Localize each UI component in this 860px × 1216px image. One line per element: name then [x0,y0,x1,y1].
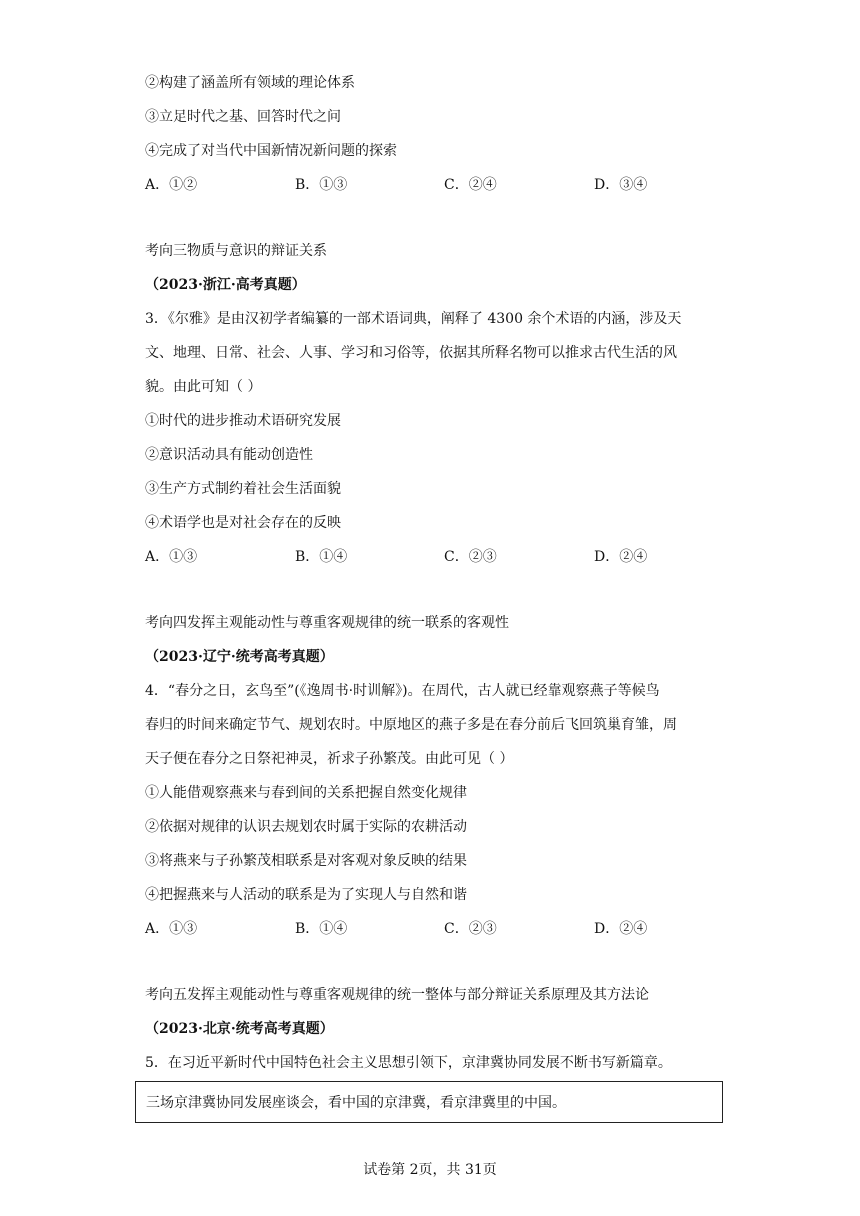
q3-line-3: 貌。由此可知（ ） [145,379,262,395]
page-footer: 试卷第 2页，共 31页 [363,1162,497,1178]
q2-item-2: ②构建了涵盖所有领域的理论体系 [145,75,355,91]
option-d[interactable]: D．③④ [594,177,648,193]
section3-heading: 考向三物质与意识的辩证关系 [145,243,327,259]
q3-options [145,547,745,567]
q5-line-1: 5．在习近平新时代中国特色社会主义思想引领下，京津冀协同发展不断书写新篇章。 [145,1055,672,1071]
option-b[interactable]: B．①④ [295,549,348,565]
quote-box [135,1081,723,1123]
option-c[interactable]: C．②③ [444,549,497,565]
option-c[interactable]: C．②③ [444,921,497,937]
q4-line-3: 天子便在春分之日祭祀神灵，祈求子孙繁茂。由此可见（ ） [145,751,514,767]
q2-options [145,175,745,195]
q4-item-3: ③将燕来与子孙繁茂相联系是对客观对象反映的结果 [145,853,467,869]
quote-box-text: 三场京津冀协同发展座谈会，看中国的京津冀，看京津冀里的中国。 [146,1095,566,1111]
q4-options [145,919,745,939]
q4-line-1: 4．“春分之日，玄鸟至”(《逸周书·时训解》)。在周代，古人就已经靠观察燕子等候鸟 [145,683,660,699]
q4-line-2: 春归的时间来确定节气、规划农时。中原地区的燕子多是在春分前后飞回筑巢育雏，周 [145,717,677,733]
q2-item-4: ④完成了对当代中国新情况新问题的探索 [145,143,397,159]
section4-heading: 考向四发挥主观能动性与尊重客观规律的统一联系的客观性 [145,615,509,631]
q4-item-4: ④把握燕来与人活动的联系是为了实现人与自然和谐 [145,887,467,903]
q3-item-2: ②意识活动具有能动创造性 [145,447,313,463]
q2-item-3: ③立足时代之基、回答时代之问 [145,109,341,125]
section3-source: （2023·浙江·高考真题） [145,277,306,293]
option-c[interactable]: C．②④ [444,177,497,193]
option-a[interactable]: A．①③ [145,921,198,937]
option-a[interactable]: A．①③ [145,549,198,565]
section5-source: （2023·北京·统考高考真题） [145,1021,334,1037]
q3-line-1: 3．《尔雅》是由汉初学者编纂的一部术语词典，阐释了 4300 余个术语的内涵，涉及天 [145,311,682,327]
q3-item-1: ①时代的进步推动术语研究发展 [145,413,341,429]
option-a[interactable]: A．①② [145,177,198,193]
section5-heading: 考向五发挥主观能动性与尊重客观规律的统一整体与部分辩证关系原理及其方法论 [145,987,649,1003]
q3-item-4: ④术语学也是对社会存在的反映 [145,515,341,531]
option-d[interactable]: D．②④ [594,549,648,565]
option-b[interactable]: B．①④ [295,921,348,937]
section4-source: （2023·辽宁·统考高考真题） [145,649,334,665]
q3-item-3: ③生产方式制约着社会生活面貌 [145,481,341,497]
q4-item-1: ①人能借观察燕来与春到间的关系把握自然变化规律 [145,785,467,801]
q4-item-2: ②依据对规律的认识去规划农时属于实际的农耕活动 [145,819,467,835]
option-b[interactable]: B．①③ [295,177,348,193]
option-d[interactable]: D．②④ [594,921,648,937]
q3-line-2: 文、地理、日常、社会、人事、学习和习俗等，依据其所释名物可以推求古代生活的风 [145,345,677,361]
